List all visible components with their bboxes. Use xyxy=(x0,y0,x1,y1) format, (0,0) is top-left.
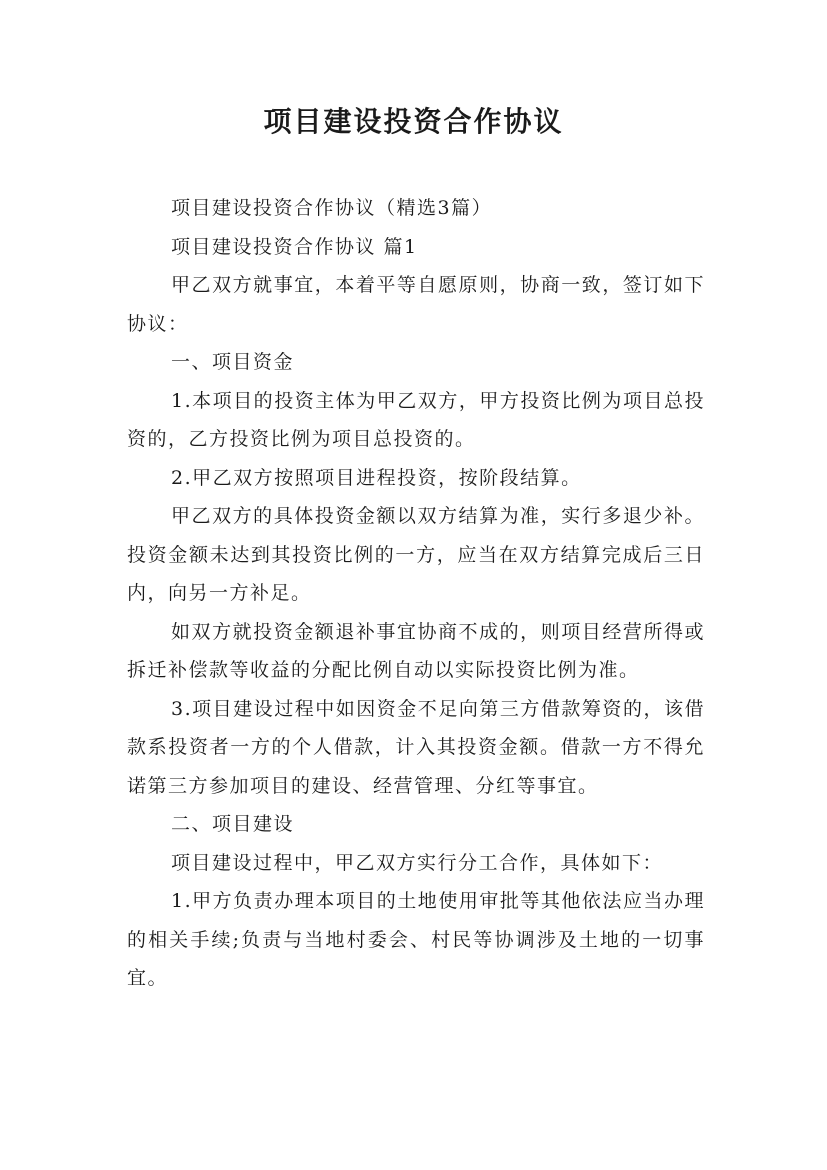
paragraph: 项目建设投资合作协议 篇1 xyxy=(171,235,418,258)
paragraph: 2.甲乙双方按照项目进程投资，按阶段结算。 xyxy=(171,466,582,489)
paragraph: 1.本项目的投资主体为甲乙双方，甲方投资比例为项目总投资的，乙方投资比例为项目总投资的。 xyxy=(127,389,705,450)
document-title: 项目建设投资合作协议 xyxy=(263,105,564,138)
document-body xyxy=(127,189,705,998)
paragraph: 项目建设投资合作协议（精选3篇） xyxy=(171,197,493,219)
paragraph: 项目建设过程中，甲乙双方实行分工合作，具体如下： xyxy=(171,851,664,874)
section-heading: 二、项目建设 xyxy=(171,813,295,835)
section-heading: 一、项目资金 xyxy=(171,351,295,373)
paragraph: 甲乙双方的具体投资金额以双方结算为准，实行多退少补。投资金额未达到其投资比例的一方，应当在双方结算完成后三日内，向另一方补足。 xyxy=(127,505,705,604)
paragraph: 甲乙双方就事宜，本着平等自愿原则，协商一致，签订如下协议： xyxy=(127,274,705,335)
paragraph: 1.甲方负责办理本项目的土地使用审批等其他依法应当办理的相关手续;负责与当地村委会、村民等协调涉及土地的一切事宜。 xyxy=(127,890,705,989)
paragraph: 3.项目建设过程中如因资金不足向第三方借款筹资的，该借款系投资者一方的个人借款，计入其投资金额。借款一方不得允诺第三方参加项目的建设、经营管理、分红等事宜。 xyxy=(127,697,705,797)
paragraph: 如双方就投资金额退补事宜协商不成的，则项目经营所得或拆迁补偿款等收益的分配比例自动以实际投资比例为准。 xyxy=(127,620,705,681)
